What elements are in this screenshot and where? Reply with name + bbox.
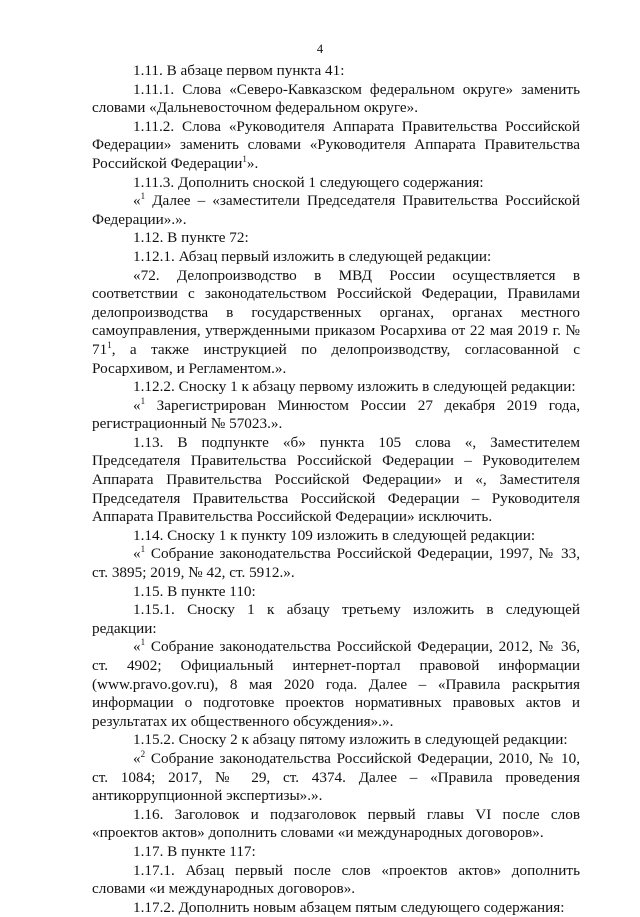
footnote-marker: 1 [140,637,146,648]
paragraph: 1.11.3. Дополнить сноской 1 следующего содержания: [133,173,484,191]
footnote-marker: 1 [107,339,112,350]
paragraph: «$^2$ Собрание законодательства Российской Федерации, 2010, № 10, ст. 1084; 2017, № 29, ст. 4374. Далее – «Правила проведения антикоррупционной экспертизы».». [92,748,580,805]
page-number: 4 [316,42,324,56]
paragraph: «$^1$ Собрание законодательства Российской Федерации, 2012, № 36, ст. 4902; Официальный интернет-портал правовой информации (www.pravo.gov.ru), 8 мая 2020 года. Далее – «Правила раскрытия информации о подготовке проектов нормативных правовых актов и результатах их общественного обсуждения».». [92,637,580,730]
footnote-marker: 1 [242,153,247,164]
paragraph: 1.17.1. Абзац первый после слов «проектов актов» дополнить словами «и международных договоров». [92,861,580,898]
paragraph: 1.17.2. Дополнить новым абзацем пятым следующего содержания: [133,898,565,916]
paragraph: 1.15.1. Сноску 1 к абзацу третьему изложить в следующей редакции: [92,601,580,637]
paragraph: 1.13. В подпункте «б» пункта 105 слова «, Заместителем Председателя Правительства Российской Федерации – Руководителем Аппарата Правительства Российской Федерации» и «, Заместителя Председателя Правительства Российской Федерации – Руководителя Аппарата Правительства Российской Федерации» исключить. [92,433,580,526]
footnote-marker: 2 [140,748,146,759]
paragraph: 1.15.2. Сноску 2 к абзацу пятому изложить в следующей редакции: [133,731,568,749]
paragraph: 1.11.1. Слова «Северо-Кавказском федеральном округе» заменить словами «Дальневосточном федеральном округе». [92,80,580,117]
footnote-marker: 1 [140,544,146,555]
paragraph: 1.12. В пункте 72: [133,229,249,247]
paragraph: 1.11. В абзаце первом пункта 41: [133,62,345,79]
paragraph: 1.17. В пункте 117: [133,842,256,860]
paragraph: «72. Делопроизводство в МВД России осуществляется в соответствии с законодательством Российской Федерации, Правилами делопроизводства в государственных органах, органах местного самоуправления, утвержденными приказом Росархива от 22 мая 2019 г. № $71^1$, а также инструкцией по делопроизводству, согласованной с Росархивом, и Регламентом.». [92,266,580,377]
paragraph: 1.15. В пункте 110: [133,582,256,600]
footnote-marker: 1 [140,395,146,406]
footnote-marker: 1 [140,191,146,202]
paragraph: 1.11.2. Слова «Руководителя Аппарата Правительства Российской Федерации» заменить словами «Руководителя Аппарата Правительства Российской Федерации$^1$». [92,117,580,172]
paragraph: 1.12.2. Сноску 1 к абзацу первому изложить в следующей редакции: [133,378,576,396]
paragraph: «$^1$ Собрание законодательства Российской Федерации, 1997, № 33, ст. 3895; 2019, № 42, ст. 5912.». [92,544,580,582]
document-body [92,62,580,917]
paragraph: «$^1$ Далее – «заместители Председателя Правительства Российской Федерации».». [92,191,580,228]
paragraph: 1.16. Заголовок и подзаголовок первый главы VI после слов «проектов актов» дополнить словами «и международных договоров». [92,805,580,842]
paragraph: 1.14. Сноску 1 к пункту 109 изложить в следующей редакции: [133,526,536,544]
paragraph: «$^1$ Зарегистрирован Минюстом России 27 декабря 2019 года, регистрационный № 57023.». [92,395,580,433]
paragraph: 1.12.1. Абзац первый изложить в следующей редакции: [133,247,492,265]
